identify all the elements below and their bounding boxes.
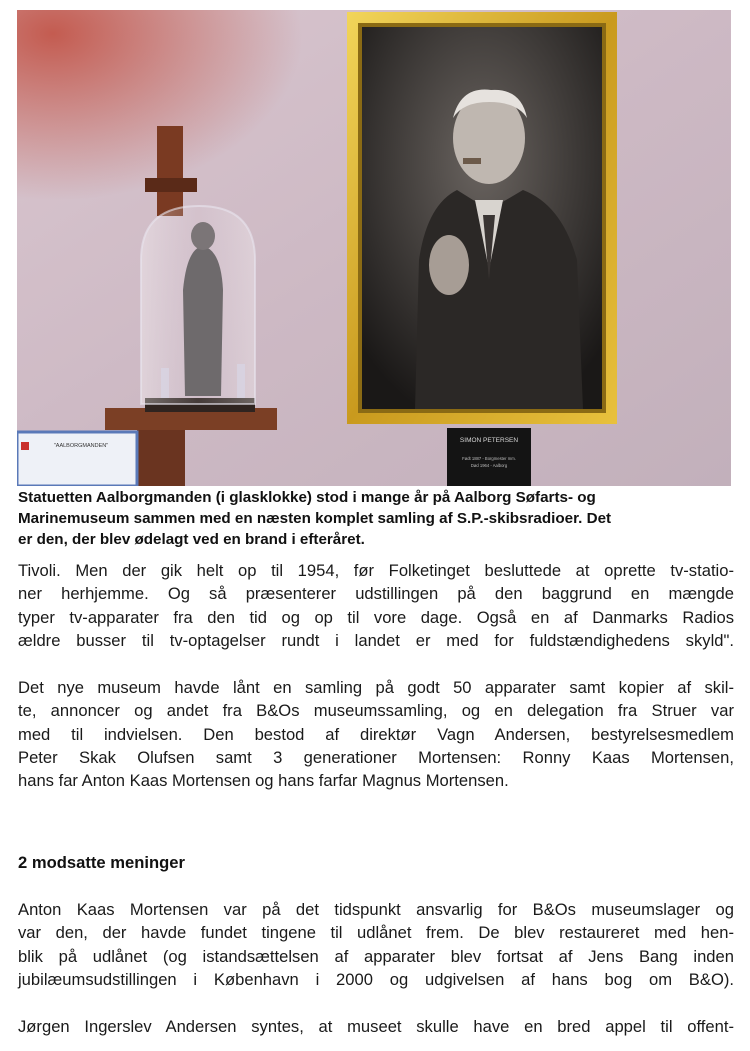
text-line: Jørgen Ingerslev Andersen syntes, at museet skulle have en bred appel til offent- — [18, 1017, 734, 1036]
body-paragraph-2 — [18, 676, 734, 792]
text-line: Det nye museum havde lånt en samling på godt 50 apparater samt kopier af skil- — [18, 678, 734, 697]
section-heading: 2 modsatte meninger — [18, 853, 185, 872]
statue-sign — [17, 432, 137, 486]
body-paragraph-4 — [18, 1015, 734, 1038]
text-line: hans far Anton Kaas Mortensen og hans farfar Magnus Mortensen. — [18, 771, 509, 791]
body-paragraph-3 — [18, 898, 734, 991]
photo-caption — [18, 487, 734, 550]
text-line: jubilæumsudstillingen i København i 2000 og udgivelsen af hans bog om B&O). — [18, 969, 734, 989]
caption-line: er den, der blev ødelagt ved en brand i efteråret. — [18, 531, 365, 548]
museum-photo — [17, 10, 731, 486]
caption-line: Marinemuseum sammen med en næsten komplet samling af S.P.-skibsradioer. Det — [18, 510, 612, 527]
text-line: blik på udlånet (og istandsættelsen af apparater blev fortsat af Jens Bang inden — [18, 946, 734, 966]
text-line: ældre busser til tv-optagelser rundt i landet er med for fuldstændighedens skyld". — [18, 630, 734, 650]
text-line: med til indvielsen. Den bestod af direktør Vagn Andersen, bestyrelsesmedlem — [18, 724, 734, 744]
text-line: Peter Skak Olufsen samt 3 generationer Mortensen: Ronny Kaas Mortensen, — [18, 747, 734, 767]
text-line: Anton Kaas Mortensen var på det tidspunkt ansvarlig for B&Os museumslager og — [18, 900, 734, 919]
text-line: te, annoncer og andet fra B&Os museumssamling, og en delegation fra Struer var — [18, 701, 734, 721]
portrait-frame — [347, 12, 617, 424]
svg-text:SIMON PETERSEN: SIMON PETERSEN — [459, 437, 519, 444]
name-plaque — [447, 428, 531, 486]
text-line: ner herhjemme. Og så præsenterer udstillingen på den baggrund en mængde — [18, 584, 734, 604]
svg-text:Født 1887 - Borgmester mm.: Født 1887 - Borgmester mm. — [462, 456, 516, 461]
caption-line: Statuetten Aalborgmanden (i glasklokke) stod i mange år på Aalborg Søfarts- og — [18, 489, 596, 506]
text-line: var den, der havde fundet tingene til udlånet frem. De blev restaureret med hen- — [18, 923, 734, 943]
svg-text:Død 1964 - Aalborg: Død 1964 - Aalborg — [470, 463, 508, 468]
svg-text:"AALBORGMANDEN": "AALBORGMANDEN" — [53, 443, 109, 449]
text-line: Tivoli. Men der gik helt op til 1954, før Folketinget besluttede at oprette tv-statio- — [18, 561, 734, 580]
text-line: typer tv-apparater fra den tid og op til vore dage. Også en af Danmarks Radios — [18, 607, 734, 627]
body-paragraph-1 — [18, 559, 734, 652]
